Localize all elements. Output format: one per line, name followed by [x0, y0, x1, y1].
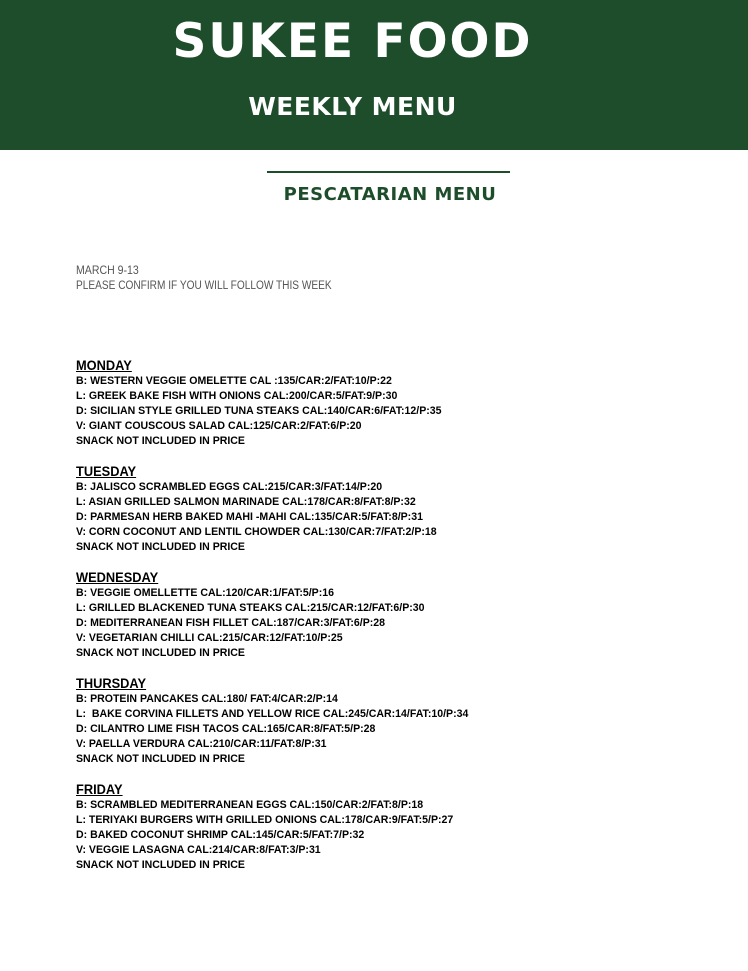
header-banner	[0, 0, 748, 150]
menu-days	[76, 358, 676, 888]
meal-vegetarian: V: CORN COCONUT AND LENTIL CHOWDER CAL:130/CAR:7/FAT:2/P:18	[76, 526, 437, 538]
meal-lunch: L: GRILLED BLACKENED TUNA STEAKS CAL:215/CAR:12/FAT:6/P:30	[76, 602, 425, 614]
meal-vegetarian: V: GIANT COUSCOUS SALAD CAL:125/CAR:2/FAT:6/P:20	[76, 420, 362, 432]
meal-vegetarian: V: VEGGIE LASAGNA CAL:214/CAR:8/FAT:3/P:31	[76, 844, 321, 856]
day-heading: MONDAY	[76, 358, 132, 373]
meal-vegetarian: V: PAELLA VERDURA CAL:210/CAR:11/FAT:8/P:31	[76, 738, 327, 750]
day-heading: THURSDAY	[76, 676, 147, 691]
meal-dinner: D: BAKED COCONUT SHRIMP CAL:145/CAR:5/FAT:7/P:32	[76, 829, 365, 841]
snack-note: SNACK NOT INCLUDED IN PRICE	[76, 647, 245, 659]
snack-note: SNACK NOT INCLUDED IN PRICE	[76, 859, 245, 871]
meal-dinner: D: SICILIAN STYLE GRILLED TUNA STEAKS CAL:140/CAR:6/FAT:12/P:35	[76, 405, 442, 417]
meal-breakfast: B: PROTEIN PANCAKES CAL:180/ FAT:4/CAR:2/P:14	[76, 693, 338, 705]
confirm-note: PLEASE CONFIRM IF YOU WILL FOLLOW THIS WEEK	[76, 280, 332, 292]
snack-note: SNACK NOT INCLUDED IN PRICE	[76, 541, 245, 553]
snack-note: SNACK NOT INCLUDED IN PRICE	[76, 435, 245, 447]
day-section-thursday	[76, 676, 676, 767]
day-heading: FRIDAY	[76, 782, 123, 797]
day-section-monday	[76, 358, 676, 449]
day-section-wednesday	[76, 570, 676, 661]
day-heading: TUESDAY	[76, 464, 137, 479]
meal-breakfast: B: JALISCO SCRAMBLED EGGS CAL:215/CAR:3/FAT:14/P:20	[76, 481, 383, 493]
day-section-friday	[76, 782, 676, 873]
meal-lunch: L: GREEK BAKE FISH WITH ONIONS CAL:200/CAR:5/FAT:9/P:30	[76, 390, 398, 402]
meal-lunch: L: TERIYAKI BURGERS WITH GRILLED ONIONS CAL:178/CAR:9/FAT:5/P:27	[76, 814, 454, 826]
meal-breakfast: B: VEGGIE OMELLETTE CAL:120/CAR:1/FAT:5/P:16	[76, 587, 334, 599]
meal-vegetarian: V: VEGETARIAN CHILLI CAL:215/CAR:12/FAT:10/P:25	[76, 632, 343, 644]
menu-type-heading: PESCATARIAN MENU	[283, 184, 497, 205]
meal-lunch: L: BAKE CORVINA FILLETS AND YELLOW RICE CAL:245/CAR:14/FAT:10/P:34	[76, 708, 469, 720]
meal-breakfast: B: WESTERN VEGGIE OMELETTE CAL :135/CAR:2/FAT:10/P:22	[76, 375, 392, 387]
snack-note: SNACK NOT INCLUDED IN PRICE	[76, 753, 245, 765]
day-heading: WEDNESDAY	[76, 570, 159, 585]
brand-title: SUKEE FOOD	[172, 14, 533, 69]
date-range: MARCH 9-13	[76, 263, 139, 277]
meal-dinner: D: PARMESAN HERB BAKED MAHI -MAHI CAL:135/CAR:5/FAT:8/P:31	[76, 511, 423, 523]
meal-lunch: L: ASIAN GRILLED SALMON MARINADE CAL:178/CAR:8/FAT:8/P:32	[76, 496, 416, 508]
meal-dinner: D: MEDITERRANEAN FISH FILLET CAL:187/CAR:3/FAT:6/P:28	[76, 617, 385, 629]
meal-breakfast: B: SCRAMBLED MEDITERRANEAN EGGS CAL:150/CAR:2/FAT:8/P:18	[76, 799, 424, 811]
meal-dinner: D: CILANTRO LIME FISH TACOS CAL:165/CAR:8/FAT:5/P:28	[76, 723, 376, 735]
day-section-tuesday	[76, 464, 676, 555]
heading-divider	[267, 171, 510, 173]
weekly-menu-subtitle: WEEKLY MENU	[248, 92, 457, 121]
